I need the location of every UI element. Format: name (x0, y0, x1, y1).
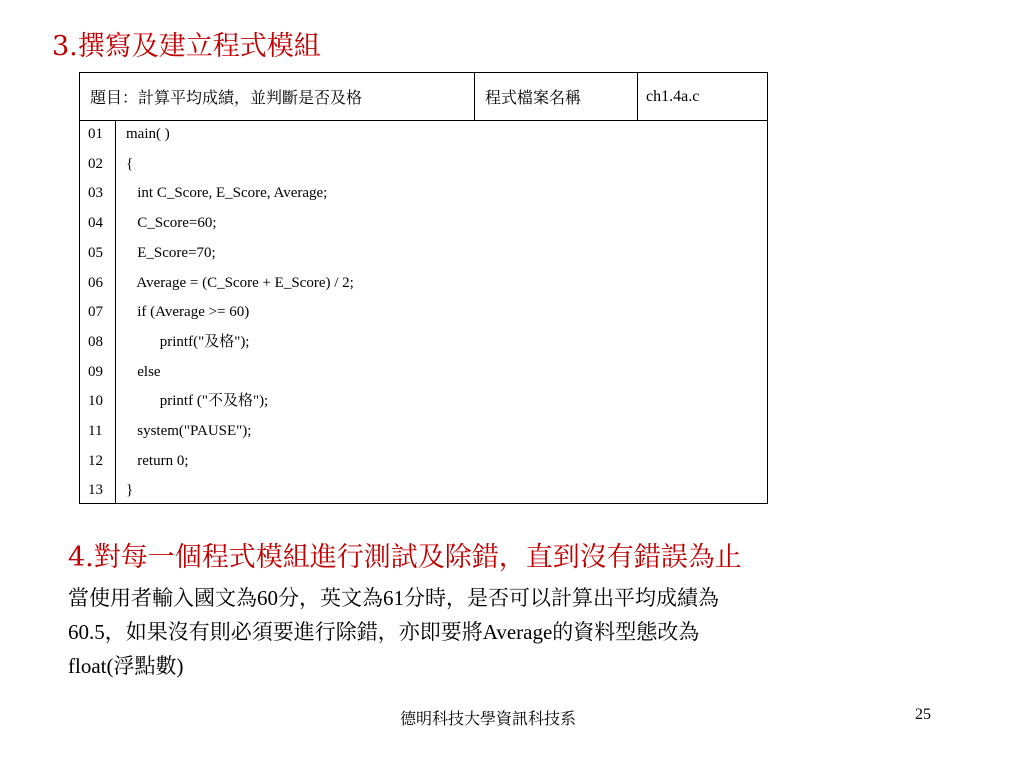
line-number: 09 (88, 363, 103, 380)
code-text: { (126, 155, 134, 172)
code-line (80, 387, 767, 417)
section-4-heading: 4.對每一個程式模組進行測試及除錯，直到沒有錯誤為止 (68, 542, 742, 573)
line-number: 02 (88, 155, 103, 172)
body-line: 60.5，如果沒有則必須要進行除錯，亦即要將Average的資料型態改為 (68, 620, 700, 644)
code-line (80, 239, 767, 269)
line-number: 04 (88, 215, 103, 232)
line-number: 13 (88, 482, 103, 499)
code-text: else (126, 363, 161, 380)
page-number: 25 (915, 706, 931, 723)
line-number: 05 (88, 244, 103, 261)
code-line (80, 298, 767, 328)
code-text: return 0; (126, 452, 189, 469)
code-line (80, 476, 767, 506)
code-text: printf ("不及格"); (126, 393, 269, 410)
line-number: 03 (88, 185, 103, 202)
code-line (80, 417, 767, 447)
code-line (80, 358, 767, 388)
code-line (80, 150, 767, 180)
code-text: main( ) (126, 126, 170, 142)
line-number: 08 (88, 333, 103, 350)
body-line: float(浮點數) (68, 654, 184, 678)
code-line (80, 179, 767, 209)
code-line (80, 120, 767, 150)
code-table-header (80, 73, 767, 121)
file-name-label: 程式檔案名稱 (475, 73, 638, 120)
line-number: 07 (88, 304, 103, 321)
code-text: system("PAUSE"); (126, 423, 252, 439)
section-3-heading: 3.撰寫及建立程式模組 (52, 31, 321, 62)
file-name-value: ch1.4a.c (646, 87, 700, 105)
line-number: 06 (88, 274, 103, 291)
code-text: printf("及格"); (126, 333, 250, 350)
body-line: 當使用者輸入國文為60分，英文為61分時，是否可以計算出平均成績為 (68, 586, 719, 610)
code-line (80, 209, 767, 239)
line-number: 10 (88, 393, 103, 410)
code-table (79, 72, 768, 504)
code-line (80, 328, 767, 358)
section-4-body (68, 581, 968, 683)
code-line (80, 269, 767, 299)
problem-title: 題目：計算平均成績，並判斷是否及格 (80, 73, 475, 120)
code-text: C_Score=60; (126, 215, 217, 232)
code-text: Average = (C_Score + E_Score) / 2; (126, 274, 354, 291)
line-number: 12 (88, 452, 103, 469)
code-text: int C_Score, E_Score, Average; (126, 185, 328, 202)
line-number: 11 (88, 423, 103, 439)
line-number: 01 (88, 126, 103, 142)
code-text: } (126, 482, 134, 499)
code-line (80, 447, 767, 477)
code-text: E_Score=70; (126, 244, 216, 261)
code-text: if (Average >= 60) (126, 304, 250, 321)
footer-department: 德明科技大學資訊科技系 (400, 711, 577, 728)
